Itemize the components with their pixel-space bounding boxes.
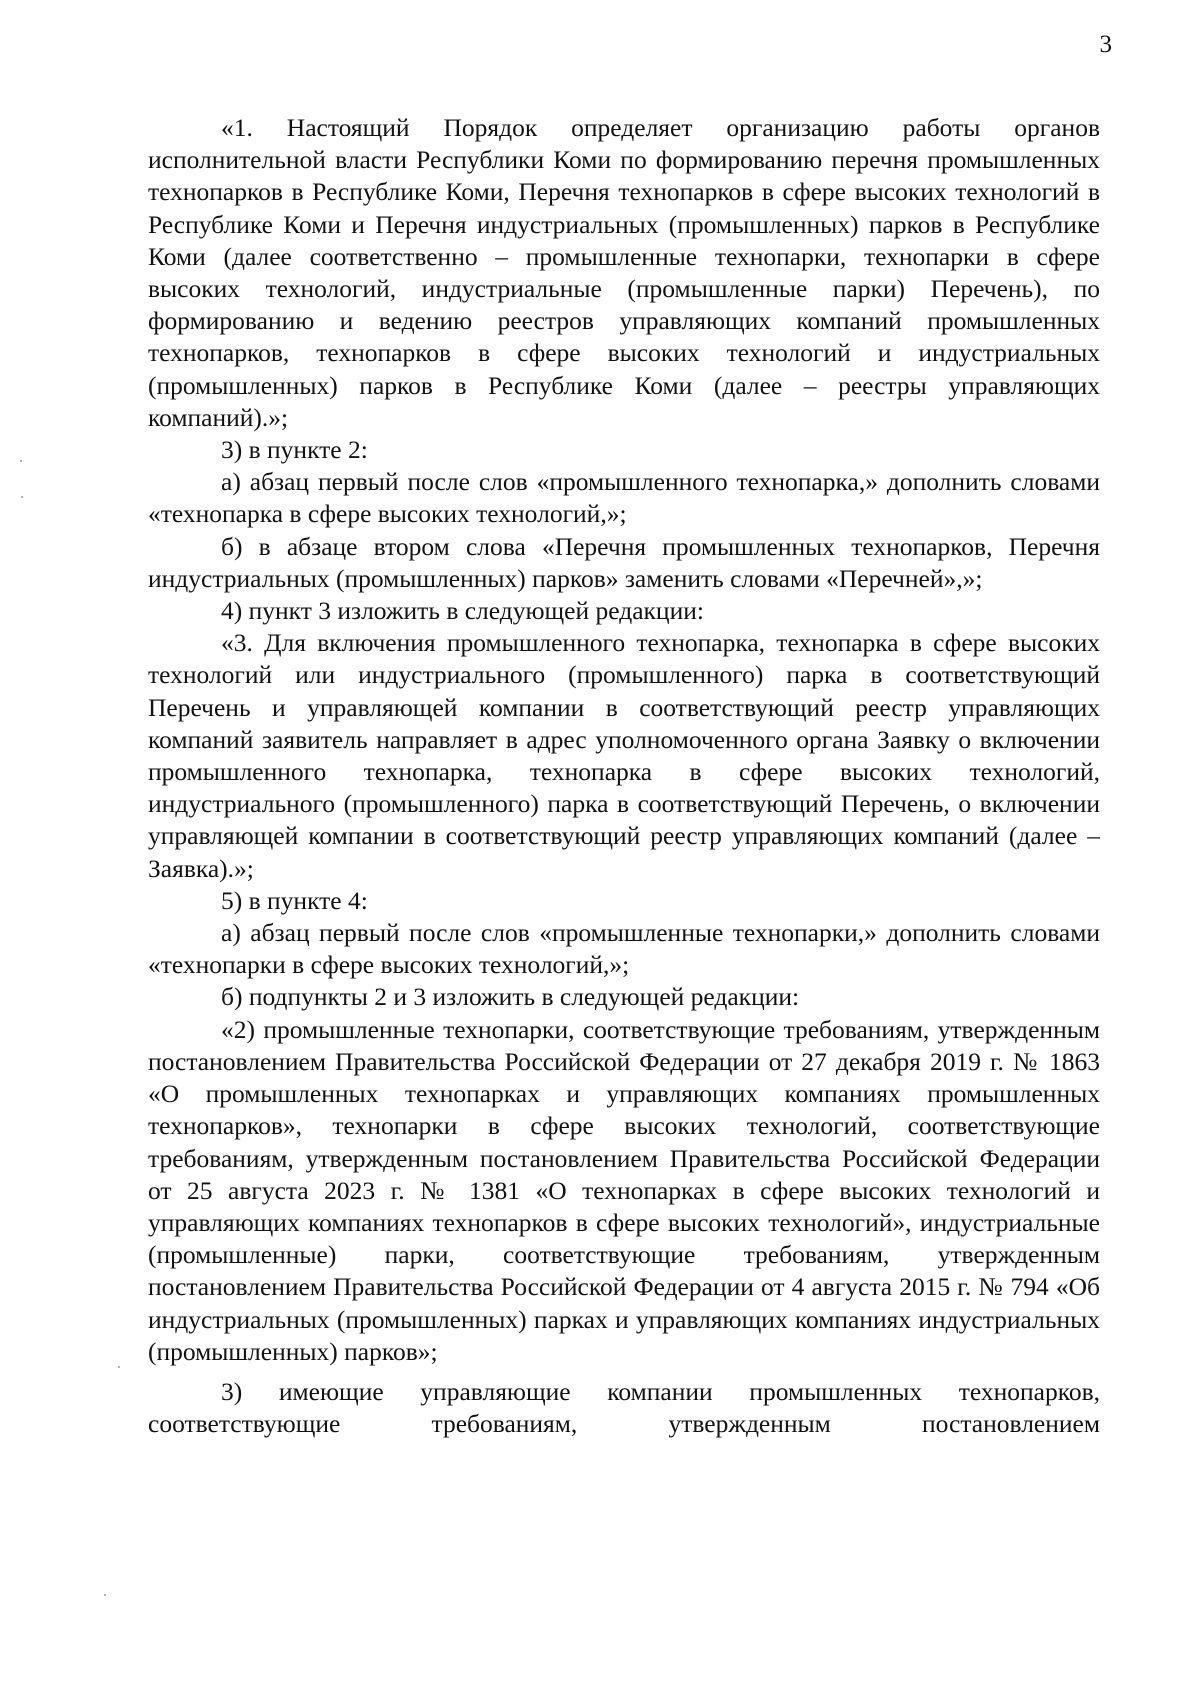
scan-artifact-dot — [118, 1366, 120, 1368]
paragraph-subpoint-3: 3) имеющие управляющие компании промышленных технопарков, соответствующие требованиям, утвержденным постановлением — [148, 1376, 1100, 1439]
paragraph-item-5-subitem-b: б) подпункты 2 и 3 изложить в следующей редакции: — [221, 982, 800, 1012]
scan-artifact-dot — [21, 496, 23, 498]
paragraph-item-4: 4) пункт 3 изложить в следующей редакции: — [221, 596, 704, 626]
page-number: 3 — [1099, 31, 1112, 58]
paragraph-order-scope: «1. Настоящий Порядок определяет организацию работы органов исполнительной власти Республики Коми по формированию перечня промышленных технопарков в Республике Коми, Перечня технопарков в сфере высоких технологий в Республике Коми и Перечня индустриальных (промышленных) парков в Республике Коми (далее соответственно – промышленные технопарки, технопарки в сфере высоких технологий, индустриальные (промышленные парки) Перечень), по формированию и ведению реестров управляющих компаний промышленных технопарков, технопарков в сфере высоких технологий и индустриальных (промышленных) парков в Республике Коми (далее – реестры управляющих компаний).»; — [148, 113, 1100, 432]
scan-artifact-dot — [20, 460, 22, 462]
paragraph-subitem-b: б) в абзаце втором слова «Перечня промышленных технопарков, Перечня индустриальных (промышленных) парков» заменить словами «Перечней»,»; — [148, 531, 1100, 593]
paragraph-item-5: 5) в пункте 4: — [221, 885, 368, 915]
paragraph-item-3: 3) в пункте 2: — [221, 435, 368, 465]
document-body — [148, 112, 1100, 1440]
paragraph-subpoint-2: «2) промышленные технопарки, соответствующие требованиям, утвержденным постановлением Правительства Российской Федерации от 27 декабря 2019 г. № 1863 «О промышленных технопарках и управляющих компаниях промышленных технопарков», технопарки в сфере высоких технологий, соответствующие требованиям, утвержденным постановлением Правительства Российской Федерации от 25 августа 2023 г. № 1381 «О технопарках в сфере высоких технологий и управляющих компаниях технопарков в сфере высоких технологий», индустриальные (промышленные) парки, соответствующие требованиям, утвержденным постановлением Правительства Российской Федерации от 4 августа 2015 г. № 794 «Об индустриальных (промышленных) парках и управляющих компаниях индустриальных (промышленных) парков»; — [148, 1014, 1100, 1366]
paragraph-new-point-3: «3. Для включения промышленного технопарка, технопарка в сфере высоких технологий или индустриального (промышленного) парка в соответствующий Перечень и управляющей компании в соответствующий реестр управляющих компаний заявитель направляет в адрес уполномоченного органа Заявку о включении промышленного технопарка, технопарка в сфере высоких технологий, индустриального (промышленного) парка в соответствующий Перечень, о включении управляющей компании в соответствующий реестр управляющих компаний (далее – Заявка).»; — [148, 628, 1100, 883]
paragraph-subitem-a: а) абзац первый после слов «промышленного технопарка,» дополнить словами «технопарка в сфере высоких технологий,»; — [148, 467, 1100, 529]
scan-artifact-dot — [104, 1594, 106, 1596]
paragraph-item-5-subitem-a: а) абзац первый после слов «промышленные технопарки,» дополнить словами «технопарки в сфере высоких технологий,»; — [148, 918, 1100, 980]
